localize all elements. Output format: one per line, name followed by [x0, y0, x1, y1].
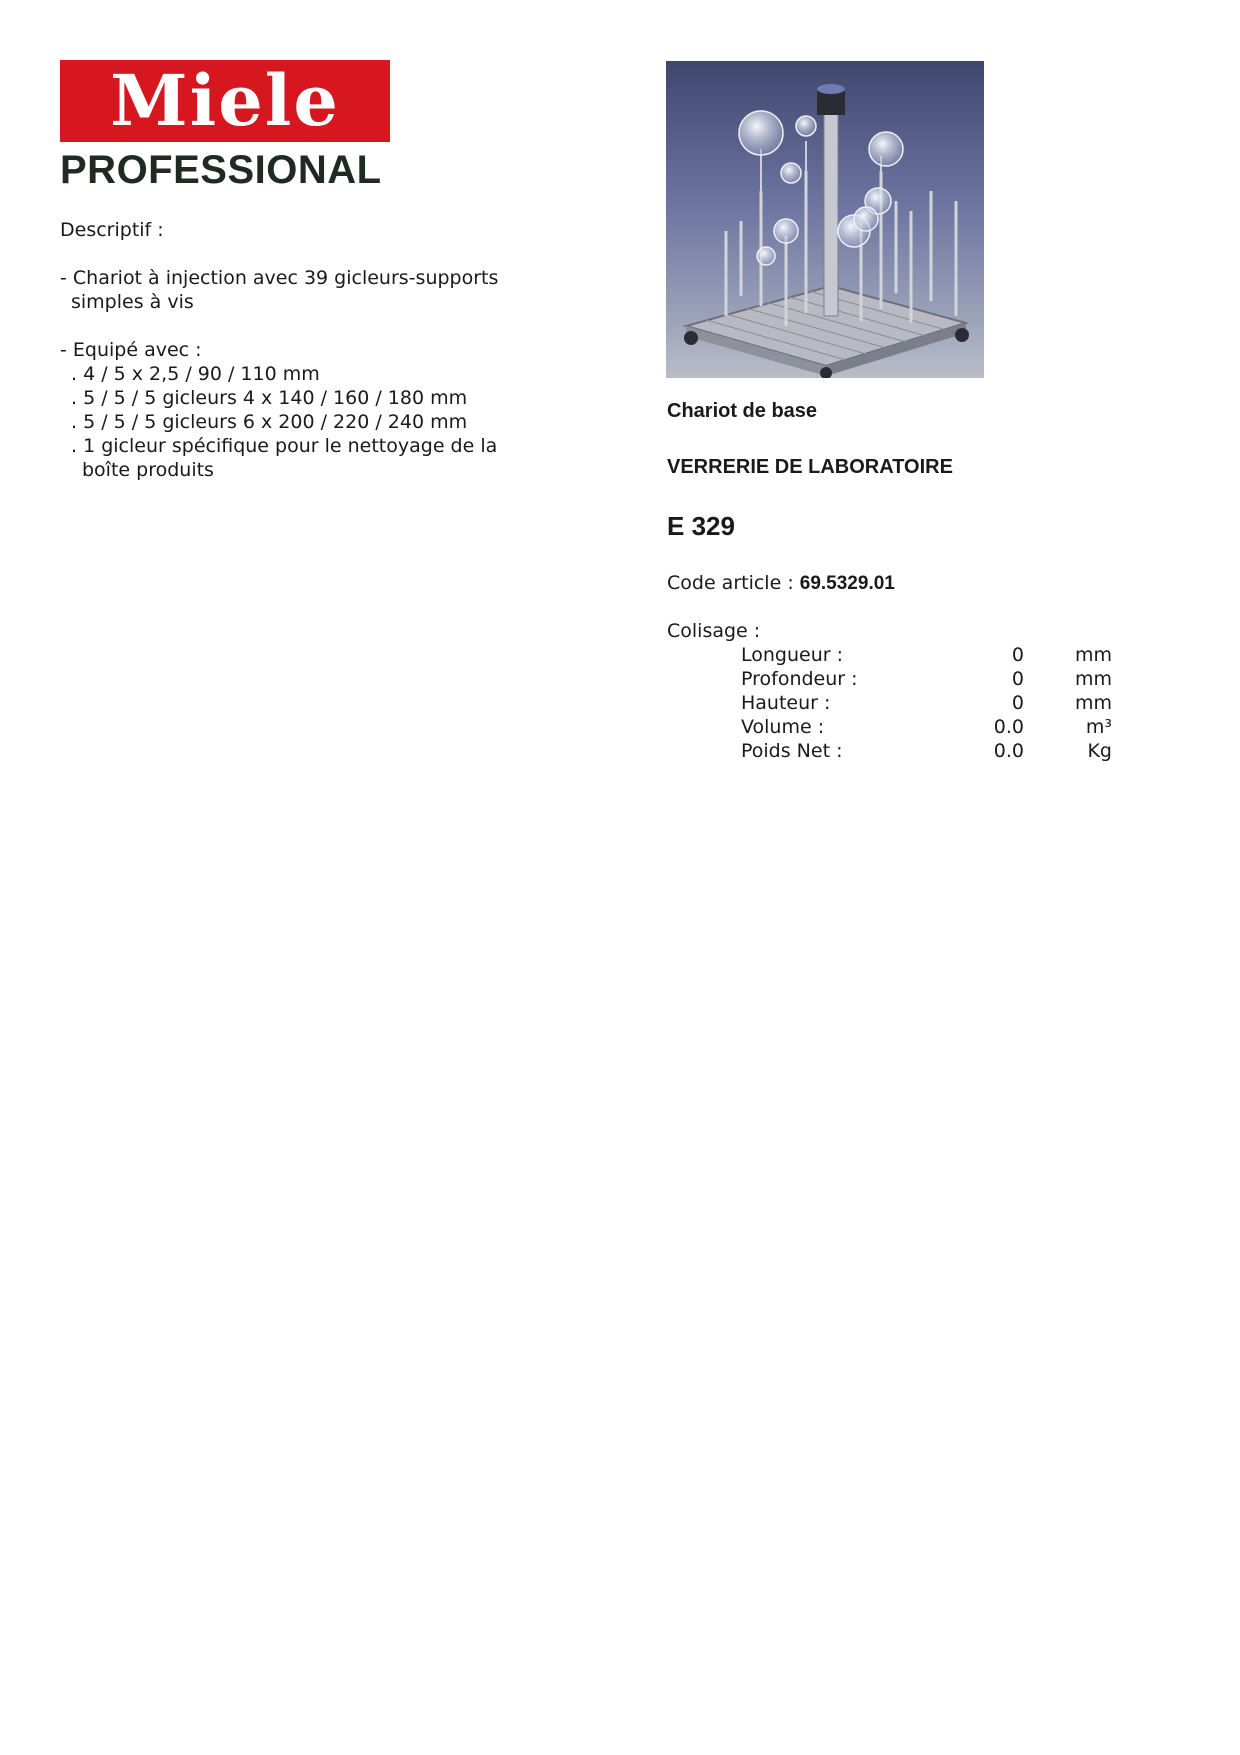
packaging-volume-unit: m³ [1085, 716, 1112, 738]
equipment-item: . 5 / 5 / 5 gicleurs 6 x 200 / 220 / 240 mm [71, 411, 468, 433]
product-subtitle: Chariot de base [667, 400, 818, 422]
article-code-value: 69.5329.01 [799, 573, 895, 594]
product-photo [666, 61, 984, 378]
packaging-height-label: Hauteur : [741, 692, 831, 714]
packaging-volume-value: 0.0 [993, 716, 1024, 738]
packaging-height-value: 0 [1011, 692, 1024, 714]
packaging-depth-label: Profondeur : [741, 668, 858, 690]
packaging-height-unit: mm [1074, 692, 1112, 714]
description-item-2: - Equipé avec : [60, 339, 202, 361]
article-code-row [667, 571, 895, 596]
logo-tagline: PROFESSIONAL [60, 148, 382, 192]
packaging-title: Colisage : [667, 620, 761, 642]
product-category: VERRERIE DE LABORATOIRE [667, 456, 953, 478]
packaging-weight-unit: Kg [1087, 740, 1112, 762]
packaging-depth-value: 0 [1011, 668, 1024, 690]
description-item-1-continuation: simples à vis [71, 291, 194, 313]
equipment-item: . 4 / 5 x 2,5 / 90 / 110 mm [71, 363, 320, 385]
packaging-length-label: Longueur : [741, 644, 844, 666]
product-model: E 329 [667, 511, 735, 541]
packaging-length-value: 0 [1011, 644, 1024, 666]
article-code-label: Code article : [667, 572, 800, 594]
packaging-length-unit: mm [1074, 644, 1112, 666]
miele-logo [60, 60, 390, 194]
equipment-item: . 1 gicleur spécifique pour le nettoyage de la [71, 435, 498, 457]
equipment-item-continuation: boîte produits [82, 459, 214, 481]
packaging-depth-unit: mm [1074, 668, 1112, 690]
description-item-1: - Chariot à injection avec 39 gicleurs-supports [60, 267, 499, 289]
packaging-weight-label: Poids Net : [741, 740, 843, 762]
equipment-item: . 5 / 5 / 5 gicleurs 4 x 140 / 160 / 180 mm [71, 387, 468, 409]
description-title: Descriptif : [60, 219, 164, 241]
packaging-weight-value: 0.0 [993, 740, 1024, 762]
packaging-volume-label: Volume : [741, 716, 825, 738]
logo-brand: Miele [60, 60, 390, 142]
